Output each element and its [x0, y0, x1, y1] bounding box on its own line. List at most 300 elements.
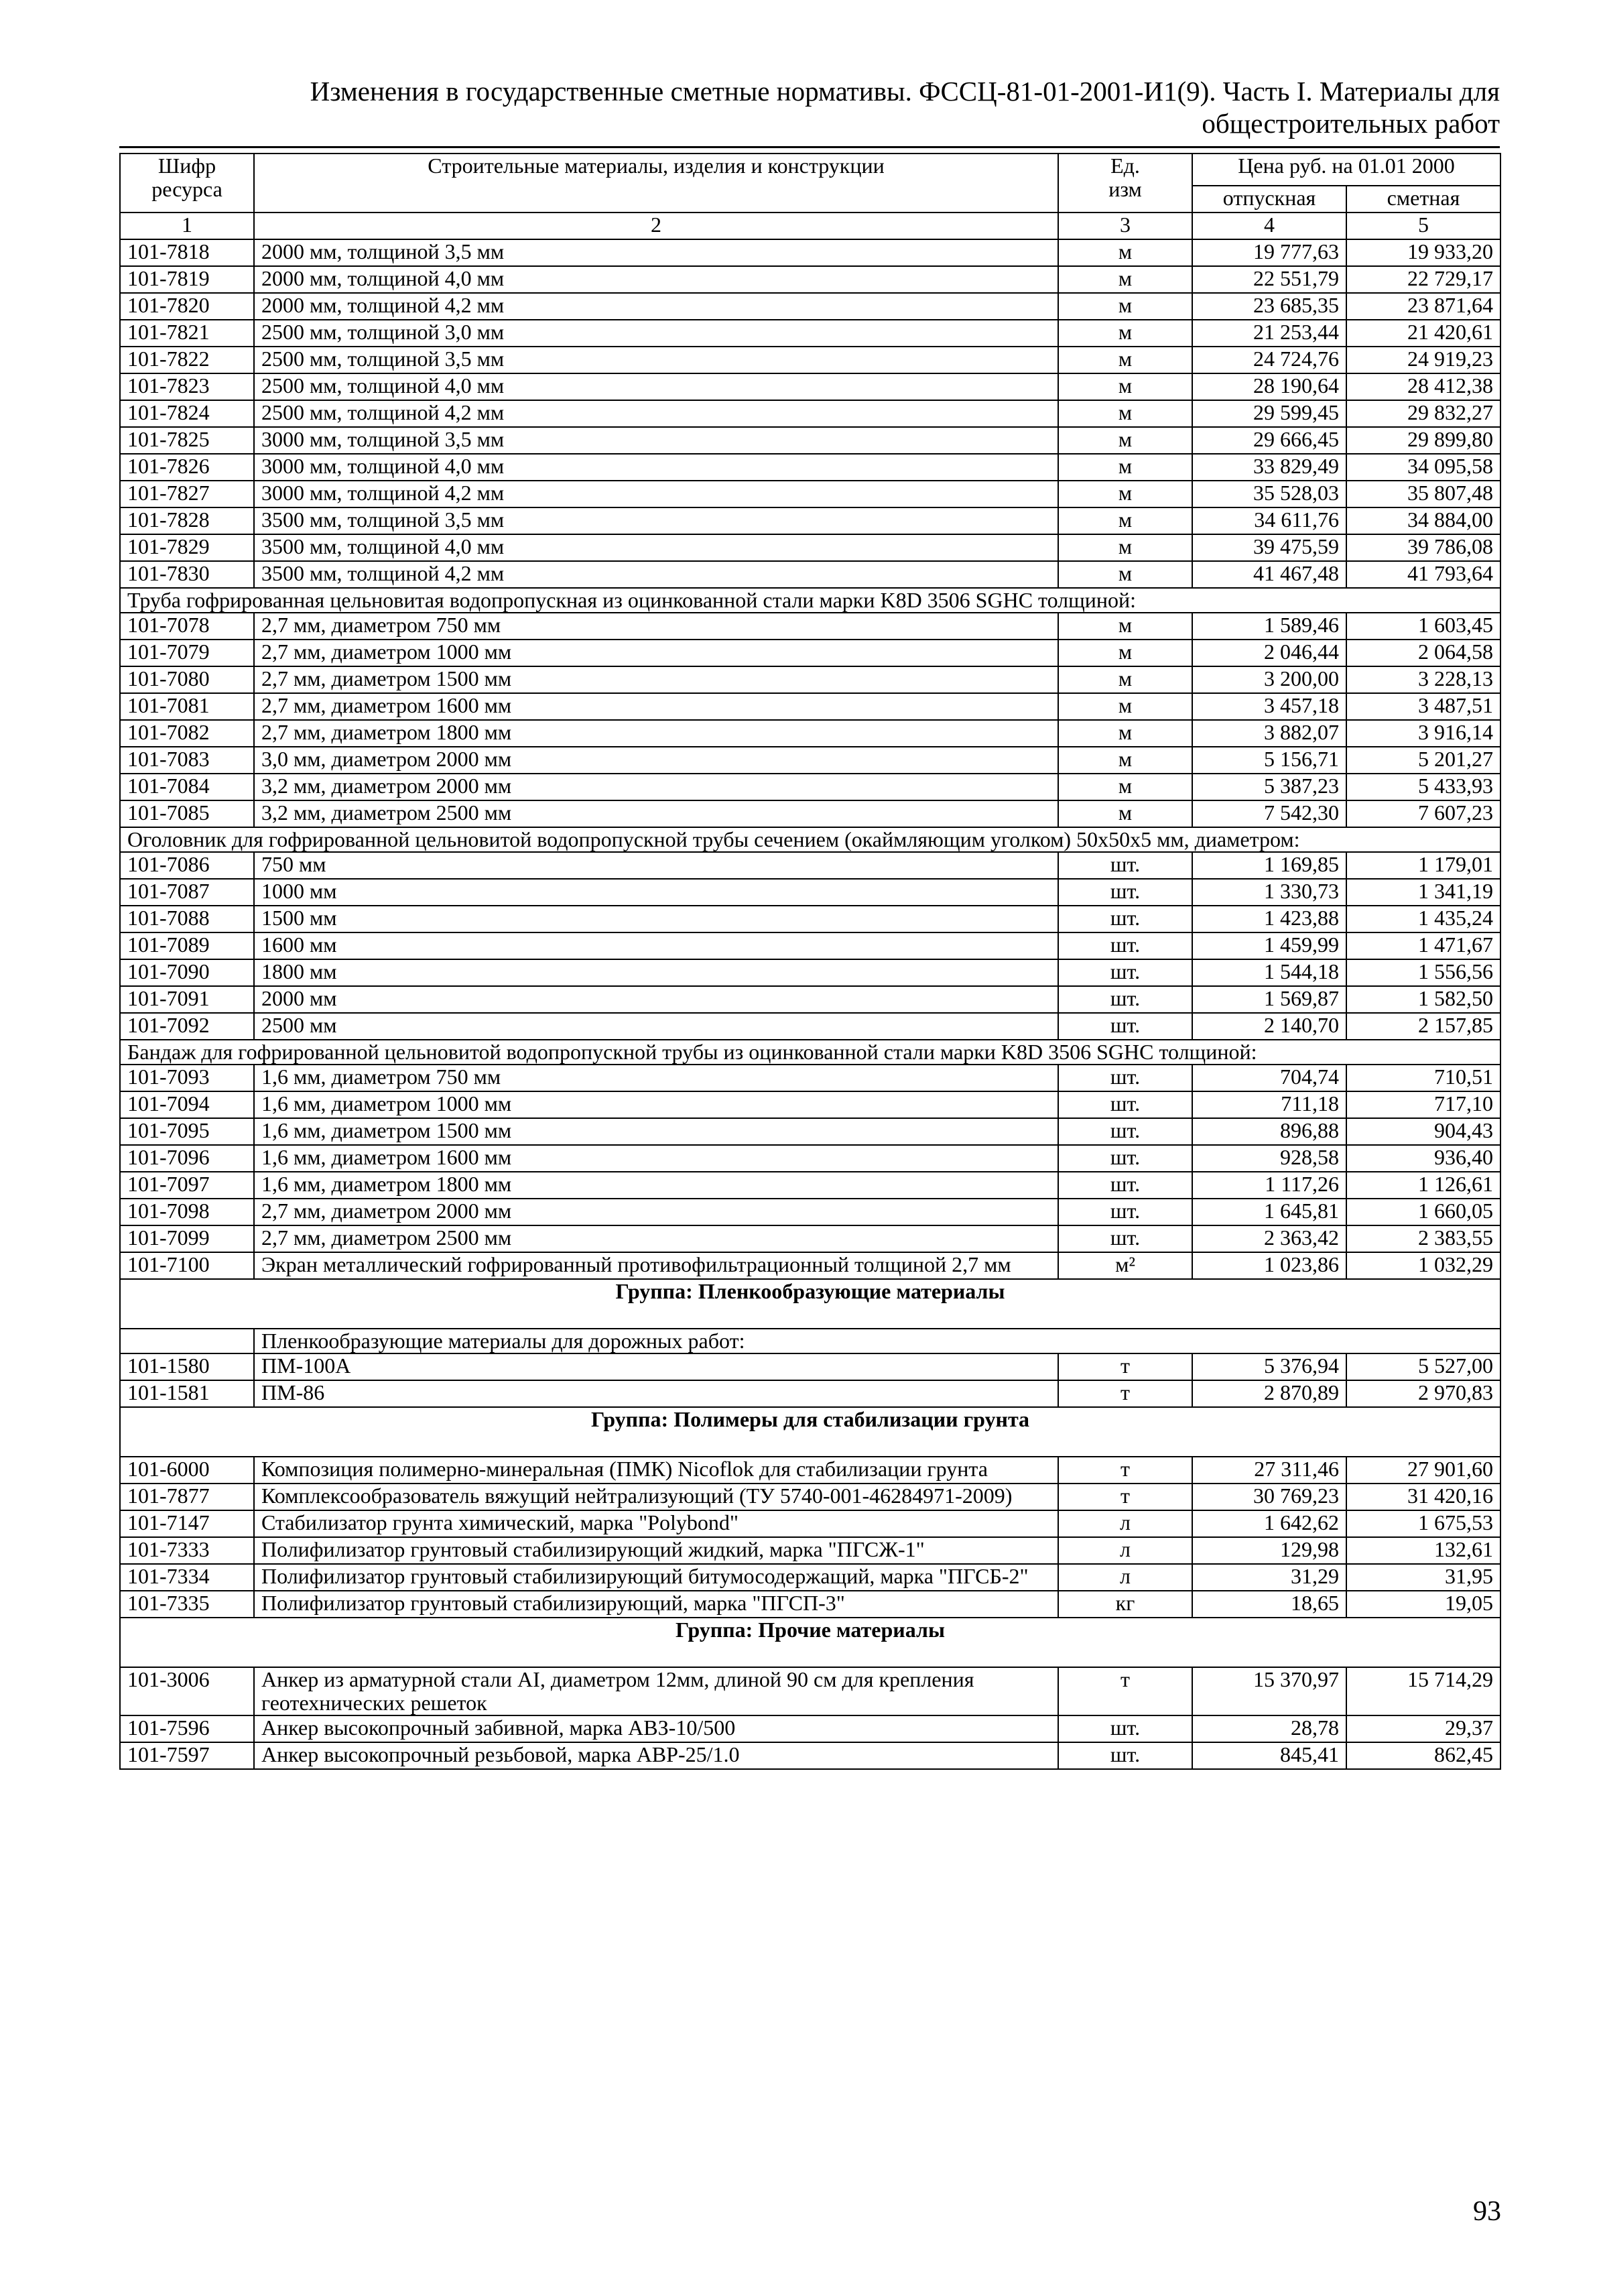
table-row: [120, 1667, 1500, 1715]
resource-code: 101-7100: [120, 1252, 254, 1279]
release-price: 5 376,94: [1192, 1353, 1346, 1380]
material-description: 3000 мм, толщиной 4,0 мм: [254, 454, 1058, 481]
resource-code: 101-1580: [120, 1353, 254, 1380]
head-unit-line-1: Ед.: [1110, 154, 1140, 178]
release-price: 41 467,48: [1192, 561, 1346, 588]
resource-code: 101-7084: [120, 774, 254, 800]
column-number: 5: [1346, 213, 1500, 239]
resource-code: 101-7827: [120, 481, 254, 507]
estimate-price: 34 095,58: [1346, 454, 1500, 481]
resource-code: 101-7824: [120, 400, 254, 427]
material-description: 1000 мм: [254, 879, 1058, 906]
table-row: [120, 640, 1500, 666]
table-row: [120, 266, 1500, 293]
estimate-price: 41 793,64: [1346, 561, 1500, 588]
unit-of-measure: м: [1058, 320, 1192, 347]
material-description: 3000 мм, толщиной 3,5 мм: [254, 427, 1058, 454]
resource-code: 101-7099: [120, 1225, 254, 1252]
material-description: 1,6 мм, диаметром 750 мм: [254, 1065, 1058, 1091]
estimate-price: 1 179,01: [1346, 852, 1500, 879]
estimate-price: 2 383,55: [1346, 1225, 1500, 1252]
unit-of-measure: м: [1058, 454, 1192, 481]
material-description: 3,2 мм, диаметром 2500 мм: [254, 800, 1058, 827]
resource-code: 101-7093: [120, 1065, 254, 1091]
material-description: 2500 мм: [254, 1013, 1058, 1040]
section-heading-row: [120, 1040, 1500, 1065]
material-description: 1600 мм: [254, 932, 1058, 959]
estimate-price: 5 527,00: [1346, 1353, 1500, 1380]
unit-of-measure: шт.: [1058, 1199, 1192, 1225]
group-heading-row: [120, 1279, 1500, 1329]
unit-of-measure: шт.: [1058, 1225, 1192, 1252]
release-price: 3 457,18: [1192, 693, 1346, 720]
release-price: 1 459,99: [1192, 932, 1346, 959]
material-description: 2500 мм, толщиной 3,0 мм: [254, 320, 1058, 347]
release-price: 33 829,49: [1192, 454, 1346, 481]
header-line-2: общестроительных работ: [1202, 108, 1500, 139]
group-heading: Группа: Полимеры для стабилизации грунта: [120, 1407, 1500, 1457]
resource-code: 101-7090: [120, 959, 254, 986]
estimate-price: 1 582,50: [1346, 986, 1500, 1013]
unit-of-measure: кг: [1058, 1591, 1192, 1618]
head-description: Строительные материалы, изделия и конструкции: [254, 154, 1058, 213]
release-price: 5 387,23: [1192, 774, 1346, 800]
resource-code: 101-7825: [120, 427, 254, 454]
resource-code: 101-3006: [120, 1667, 254, 1715]
estimate-price: 21 420,61: [1346, 320, 1500, 347]
unit-of-measure: м: [1058, 800, 1192, 827]
subheading-code-cell: [120, 1329, 254, 1353]
table-row: [120, 373, 1500, 400]
table-row: [120, 852, 1500, 879]
resource-code: 101-7097: [120, 1172, 254, 1199]
material-description: Анкер из арматурной стали AI, диаметром 12мм, длиной 90 см для крепления геотехнических решеток: [254, 1667, 1058, 1715]
release-price: 2 870,89: [1192, 1380, 1346, 1407]
release-price: 711,18: [1192, 1091, 1346, 1118]
unit-of-measure: м: [1058, 400, 1192, 427]
estimate-price: 3 916,14: [1346, 720, 1500, 747]
material-description: 3,0 мм, диаметром 2000 мм: [254, 747, 1058, 774]
head-code-line-2: ресурса: [151, 177, 222, 201]
resource-code: 101-7820: [120, 293, 254, 320]
resource-code: 101-7085: [120, 800, 254, 827]
unit-of-measure: шт.: [1058, 1065, 1192, 1091]
resource-code: 101-7830: [120, 561, 254, 588]
section-heading: Труба гофрированная цельновитая водопропускная из оцинкованной стали марки K8D 3506 SGHC толщиной:: [120, 588, 1500, 613]
resource-code: 101-7081: [120, 693, 254, 720]
resource-code: 101-6000: [120, 1457, 254, 1484]
group-heading: Группа: Прочие материалы: [120, 1618, 1500, 1667]
table-body: [120, 239, 1500, 1769]
release-price: 928,58: [1192, 1145, 1346, 1172]
table-row: [120, 1199, 1500, 1225]
table-row: [120, 320, 1500, 347]
release-price: 1 544,18: [1192, 959, 1346, 986]
release-price: 704,74: [1192, 1065, 1346, 1091]
section-heading: Оголовник для гофрированной цельновитой водопропускной трубы сечением (окаймляющим уголком) 50x50x5 мм, диаметром:: [120, 827, 1500, 852]
resource-code: 101-1581: [120, 1380, 254, 1407]
table-row: [120, 774, 1500, 800]
release-price: 3 882,07: [1192, 720, 1346, 747]
table-row: [120, 347, 1500, 373]
material-description: ПМ-86: [254, 1380, 1058, 1407]
estimate-price: 3 487,51: [1346, 693, 1500, 720]
section-heading-row: [120, 588, 1500, 613]
table-row: [120, 1172, 1500, 1199]
table-row: [120, 507, 1500, 534]
group-heading-row: [120, 1407, 1500, 1457]
estimate-price: 34 884,00: [1346, 507, 1500, 534]
head-price-estimate: сметная: [1346, 186, 1500, 213]
resource-code: 101-7078: [120, 613, 254, 640]
release-price: 27 311,46: [1192, 1457, 1346, 1484]
table-row: [120, 427, 1500, 454]
unit-of-measure: л: [1058, 1510, 1192, 1537]
unit-of-measure: м: [1058, 640, 1192, 666]
unit-of-measure: т: [1058, 1484, 1192, 1510]
resource-code: 101-7096: [120, 1145, 254, 1172]
table-row: [120, 906, 1500, 932]
material-description: 2,7 мм, диаметром 1500 мм: [254, 666, 1058, 693]
material-description: 2500 мм, толщиной 4,0 мм: [254, 373, 1058, 400]
material-description: 1,6 мм, диаметром 1800 мм: [254, 1172, 1058, 1199]
table-row: [120, 454, 1500, 481]
release-price: 129,98: [1192, 1537, 1346, 1564]
resource-code: 101-7597: [120, 1742, 254, 1769]
estimate-price: 5 433,93: [1346, 774, 1500, 800]
table-row: [120, 879, 1500, 906]
release-price: 896,88: [1192, 1118, 1346, 1145]
head-unit: [1058, 154, 1192, 213]
material-description: 1,6 мм, диаметром 1600 мм: [254, 1145, 1058, 1172]
estimate-price: 1 556,56: [1346, 959, 1500, 986]
unit-of-measure: т: [1058, 1380, 1192, 1407]
release-price: 28 190,64: [1192, 373, 1346, 400]
material-description: 2000 мм, толщиной 4,0 мм: [254, 266, 1058, 293]
unit-of-measure: м: [1058, 720, 1192, 747]
estimate-price: 710,51: [1346, 1065, 1500, 1091]
table-row: [120, 747, 1500, 774]
material-description: 2,7 мм, диаметром 2500 мм: [254, 1225, 1058, 1252]
estimate-price: 31,95: [1346, 1564, 1500, 1591]
estimate-price: 2 064,58: [1346, 640, 1500, 666]
resource-code: 101-7819: [120, 266, 254, 293]
resource-code: 101-7822: [120, 347, 254, 373]
unit-of-measure: шт.: [1058, 879, 1192, 906]
unit-of-measure: м: [1058, 239, 1192, 266]
unit-of-measure: т: [1058, 1667, 1192, 1715]
material-description: 2,7 мм, диаметром 1000 мм: [254, 640, 1058, 666]
release-price: 1 169,85: [1192, 852, 1346, 879]
unit-of-measure: шт.: [1058, 1145, 1192, 1172]
release-price: 2 363,42: [1192, 1225, 1346, 1252]
table-row: [120, 800, 1500, 827]
material-description: 2,7 мм, диаметром 1800 мм: [254, 720, 1058, 747]
resource-code: 101-7826: [120, 454, 254, 481]
column-number: 3: [1058, 213, 1192, 239]
resource-code: 101-7079: [120, 640, 254, 666]
unit-of-measure: м: [1058, 774, 1192, 800]
unit-of-measure: шт.: [1058, 1013, 1192, 1040]
resource-code: 101-7098: [120, 1199, 254, 1225]
unit-of-measure: л: [1058, 1537, 1192, 1564]
table-row: [120, 481, 1500, 507]
estimate-price: 3 228,13: [1346, 666, 1500, 693]
unit-of-measure: шт.: [1058, 1715, 1192, 1742]
release-price: 29 599,45: [1192, 400, 1346, 427]
unit-of-measure: шт.: [1058, 1172, 1192, 1199]
table-row: [120, 1591, 1500, 1618]
resource-code: 101-7147: [120, 1510, 254, 1537]
material-description: Анкер высокопрочный резьбовой, марка АВР-25/1.0: [254, 1742, 1058, 1769]
release-price: 1 642,62: [1192, 1510, 1346, 1537]
release-price: 22 551,79: [1192, 266, 1346, 293]
head-code: [120, 154, 254, 213]
release-price: 2 140,70: [1192, 1013, 1346, 1040]
release-price: 2 046,44: [1192, 640, 1346, 666]
material-description: 1,6 мм, диаметром 1000 мм: [254, 1091, 1058, 1118]
release-price: 24 724,76: [1192, 347, 1346, 373]
unit-of-measure: т: [1058, 1457, 1192, 1484]
material-description: Полифилизатор грунтовый стабилизирующий жидкий, марка "ПГСЖ-1": [254, 1537, 1058, 1564]
resource-code: 101-7086: [120, 852, 254, 879]
table-row: [120, 1715, 1500, 1742]
material-description: 3500 мм, толщиной 4,2 мм: [254, 561, 1058, 588]
estimate-price: 2 970,83: [1346, 1380, 1500, 1407]
estimate-price: 19,05: [1346, 1591, 1500, 1618]
table-row: [120, 1145, 1500, 1172]
group-heading: Группа: Пленкообразующие материалы: [120, 1279, 1500, 1329]
resource-code: 101-7088: [120, 906, 254, 932]
estimate-price: 22 729,17: [1346, 266, 1500, 293]
unit-of-measure: шт.: [1058, 1118, 1192, 1145]
table-row: [120, 932, 1500, 959]
material-description: Экран металлический гофрированный противофильтрационный толщиной 2,7 мм: [254, 1252, 1058, 1279]
material-description: 2000 мм, толщиной 4,2 мм: [254, 293, 1058, 320]
table-row: [120, 534, 1500, 561]
head-price-release: отпускная: [1192, 186, 1346, 213]
resource-code: 101-7080: [120, 666, 254, 693]
estimate-price: 19 933,20: [1346, 239, 1500, 266]
unit-of-measure: м: [1058, 481, 1192, 507]
release-price: 19 777,63: [1192, 239, 1346, 266]
release-price: 31,29: [1192, 1564, 1346, 1591]
resource-code: 101-7821: [120, 320, 254, 347]
table-row: [120, 1353, 1500, 1380]
material-description: 3,2 мм, диаметром 2000 мм: [254, 774, 1058, 800]
unit-of-measure: шт.: [1058, 986, 1192, 1013]
release-price: 23 685,35: [1192, 293, 1346, 320]
section-heading: Бандаж для гофрированной цельновитой водопропускной трубы из оцинкованной стали марки K8D 3506 SGHC толщиной:: [120, 1040, 1500, 1065]
table-row: [120, 693, 1500, 720]
release-price: 5 156,71: [1192, 747, 1346, 774]
table-row: [120, 1065, 1500, 1091]
material-description: 1,6 мм, диаметром 1500 мм: [254, 1118, 1058, 1145]
release-price: 1 023,86: [1192, 1252, 1346, 1279]
header-line-1: Изменения в государственные сметные нормативы. ФССЦ-81-01-2001-И1(9). Часть I. Материалы для: [310, 76, 1500, 107]
subheading-row: [120, 1329, 1500, 1353]
table-row: [120, 1484, 1500, 1510]
unit-of-measure: м: [1058, 507, 1192, 534]
release-price: 35 528,03: [1192, 481, 1346, 507]
estimate-price: 23 871,64: [1346, 293, 1500, 320]
column-numbers-row: [120, 213, 1500, 239]
estimate-price: 132,61: [1346, 1537, 1500, 1564]
release-price: 30 769,23: [1192, 1484, 1346, 1510]
table-row: [120, 720, 1500, 747]
table-row: [120, 561, 1500, 588]
material-description: 2500 мм, толщиной 4,2 мм: [254, 400, 1058, 427]
table-row: [120, 1118, 1500, 1145]
unit-of-measure: м: [1058, 373, 1192, 400]
release-price: 34 611,76: [1192, 507, 1346, 534]
estimate-price: 31 420,16: [1346, 1484, 1500, 1510]
table-row: [120, 293, 1500, 320]
resource-code: 101-7596: [120, 1715, 254, 1742]
table-row: [120, 1380, 1500, 1407]
estimate-price: 862,45: [1346, 1742, 1500, 1769]
material-description: 2500 мм, толщиной 3,5 мм: [254, 347, 1058, 373]
column-number: 2: [254, 213, 1058, 239]
estimate-price: 1 341,19: [1346, 879, 1500, 906]
unit-of-measure: м: [1058, 747, 1192, 774]
unit-of-measure: шт.: [1058, 959, 1192, 986]
release-price: 29 666,45: [1192, 427, 1346, 454]
table-row: [120, 1013, 1500, 1040]
unit-of-measure: м: [1058, 666, 1192, 693]
material-description: 3000 мм, толщиной 4,2 мм: [254, 481, 1058, 507]
material-description: 3500 мм, толщиной 3,5 мм: [254, 507, 1058, 534]
group-heading-row: [120, 1618, 1500, 1667]
column-number: 4: [1192, 213, 1346, 239]
release-price: 1 589,46: [1192, 613, 1346, 640]
head-price-group: Цена руб. на 01.01 2000: [1192, 154, 1500, 186]
unit-of-measure: шт.: [1058, 932, 1192, 959]
resource-code: 101-7092: [120, 1013, 254, 1040]
material-description: Полифилизатор грунтовый стабилизирующий битумосодержащий, марка "ПГСБ-2": [254, 1564, 1058, 1591]
resource-code: 101-7823: [120, 373, 254, 400]
estimate-price: 5 201,27: [1346, 747, 1500, 774]
column-number: 1: [120, 213, 254, 239]
resource-code: 101-7095: [120, 1118, 254, 1145]
estimate-price: 29,37: [1346, 1715, 1500, 1742]
material-description: 2,7 мм, диаметром 1600 мм: [254, 693, 1058, 720]
estimate-price: 1 675,53: [1346, 1510, 1500, 1537]
estimate-price: 15 714,29: [1346, 1667, 1500, 1715]
material-description: 2000 мм, толщиной 3,5 мм: [254, 239, 1058, 266]
release-price: 39 475,59: [1192, 534, 1346, 561]
unit-of-measure: шт.: [1058, 1742, 1192, 1769]
estimate-price: 29 832,27: [1346, 400, 1500, 427]
release-price: 1 569,87: [1192, 986, 1346, 1013]
page-number: 93: [1473, 2196, 1501, 2227]
release-price: 1 645,81: [1192, 1199, 1346, 1225]
unit-of-measure: м²: [1058, 1252, 1192, 1279]
resource-code: 101-7083: [120, 747, 254, 774]
material-description: 2,7 мм, диаметром 2000 мм: [254, 1199, 1058, 1225]
material-description: 1500 мм: [254, 906, 1058, 932]
resource-code: 101-7333: [120, 1537, 254, 1564]
table-row: [120, 1510, 1500, 1537]
release-price: 3 200,00: [1192, 666, 1346, 693]
estimate-price: 2 157,85: [1346, 1013, 1500, 1040]
table-row: [120, 239, 1500, 266]
material-description: 1800 мм: [254, 959, 1058, 986]
release-price: 21 253,44: [1192, 320, 1346, 347]
unit-of-measure: м: [1058, 534, 1192, 561]
price-table: [119, 153, 1501, 1770]
estimate-price: 1 126,61: [1346, 1172, 1500, 1199]
table-row: [120, 959, 1500, 986]
resource-code: 101-7087: [120, 879, 254, 906]
unit-of-measure: м: [1058, 561, 1192, 588]
table-row: [120, 986, 1500, 1013]
unit-of-measure: м: [1058, 347, 1192, 373]
estimate-price: 35 807,48: [1346, 481, 1500, 507]
header-rule: [119, 146, 1500, 148]
unit-of-measure: л: [1058, 1564, 1192, 1591]
material-description: 750 мм: [254, 852, 1058, 879]
table-row: [120, 1537, 1500, 1564]
table-row: [120, 1742, 1500, 1769]
release-price: 1 423,88: [1192, 906, 1346, 932]
resource-code: 101-7091: [120, 986, 254, 1013]
table-row: [120, 1457, 1500, 1484]
table-head-row: [120, 154, 1500, 186]
table-row: [120, 1225, 1500, 1252]
estimate-price: 29 899,80: [1346, 427, 1500, 454]
release-price: 845,41: [1192, 1742, 1346, 1769]
unit-of-measure: шт.: [1058, 852, 1192, 879]
table-row: [120, 613, 1500, 640]
unit-of-measure: м: [1058, 293, 1192, 320]
estimate-price: 1 471,67: [1346, 932, 1500, 959]
section-heading-row: [120, 827, 1500, 852]
release-price: 1 117,26: [1192, 1172, 1346, 1199]
material-description: Композиция полимерно-минеральная (ПМК) Nicoflok для стабилизации грунта: [254, 1457, 1058, 1484]
release-price: 7 542,30: [1192, 800, 1346, 827]
release-price: 18,65: [1192, 1591, 1346, 1618]
subheading: Пленкообразующие материалы для дорожных работ:: [254, 1329, 1500, 1353]
unit-of-measure: шт.: [1058, 1091, 1192, 1118]
unit-of-measure: м: [1058, 693, 1192, 720]
resource-code: 101-7829: [120, 534, 254, 561]
estimate-price: 936,40: [1346, 1145, 1500, 1172]
estimate-price: 7 607,23: [1346, 800, 1500, 827]
release-price: 1 330,73: [1192, 879, 1346, 906]
table-row: [120, 1091, 1500, 1118]
material-description: Стабилизатор грунта химический, марка "Polybond": [254, 1510, 1058, 1537]
estimate-price: 717,10: [1346, 1091, 1500, 1118]
unit-of-measure: м: [1058, 266, 1192, 293]
estimate-price: 27 901,60: [1346, 1457, 1500, 1484]
estimate-price: 39 786,08: [1346, 534, 1500, 561]
release-price: 28,78: [1192, 1715, 1346, 1742]
estimate-price: 904,43: [1346, 1118, 1500, 1145]
resource-code: 101-7082: [120, 720, 254, 747]
table-row: [120, 1564, 1500, 1591]
material-description: Комплексообразователь вяжущий нейтрализующий (ТУ 5740-001-46284971-2009): [254, 1484, 1058, 1510]
resource-code: 101-7877: [120, 1484, 254, 1510]
material-description: ПМ-100А: [254, 1353, 1058, 1380]
head-code-line-1: Шифр: [157, 154, 216, 178]
table-row: [120, 400, 1500, 427]
unit-of-measure: т: [1058, 1353, 1192, 1380]
running-header: [119, 75, 1500, 142]
release-price: 15 370,97: [1192, 1667, 1346, 1715]
material-description: Анкер высокопрочный забивной, марка АВЗ-10/500: [254, 1715, 1058, 1742]
table-row: [120, 666, 1500, 693]
